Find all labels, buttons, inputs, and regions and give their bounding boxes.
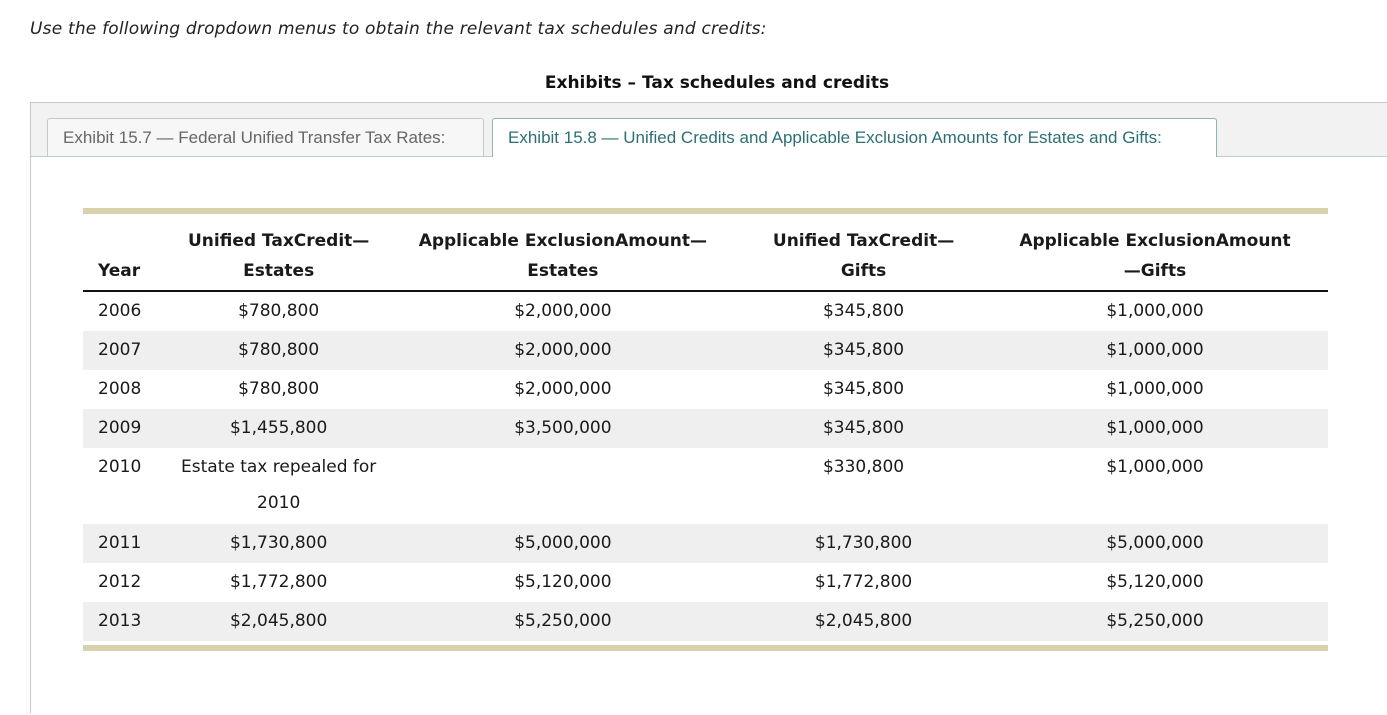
table-row xyxy=(83,409,1328,448)
cell-credit-gifts: $2,045,800 xyxy=(745,602,982,641)
cell-exclusion-estates: $2,000,000 xyxy=(381,331,746,370)
cell-year: 2010 xyxy=(98,457,142,477)
tab-exhibit-15-8[interactable]: Exhibit 15.8 — Unified Credits and Applicable Exclusion Amounts for Estates and Gifts: xyxy=(492,118,1217,157)
table-row xyxy=(83,331,1328,370)
cell-credit-gifts: $1,730,800 xyxy=(745,524,982,563)
cell-credit-gifts: $345,800 xyxy=(745,409,982,448)
cell-year: 2013 xyxy=(83,602,177,641)
table-row xyxy=(83,563,1328,602)
cell-exclusion-gifts: $1,000,000 xyxy=(982,331,1328,370)
cell-exclusion-estates: $2,000,000 xyxy=(514,379,612,399)
cell-year: 2008 xyxy=(98,379,142,399)
cell-exclusion-gifts: $1,000,000 xyxy=(1106,301,1204,321)
intro-text: Use the following dropdown menus to obtain the relevant tax schedules and credits: xyxy=(30,19,767,39)
cell-year: 2011 xyxy=(83,524,177,563)
header-credit-gifts: Unified TaxCredit— Gifts xyxy=(745,226,982,291)
table-row xyxy=(83,291,1328,331)
cell-year: 2012 xyxy=(98,572,142,592)
cell-year: 2006 xyxy=(98,301,142,321)
cell-exclusion-estates: $5,000,000 xyxy=(381,524,746,563)
cell-year: 2007 xyxy=(83,331,177,370)
unified-credits-table xyxy=(83,226,1328,641)
cell-credit-estates: $1,730,800 xyxy=(177,524,381,563)
cell-credit-estates: $780,800 xyxy=(238,301,320,321)
cell-exclusion-gifts: $1,000,000 xyxy=(1106,457,1204,477)
cell-credit-gifts: $1,772,800 xyxy=(814,572,913,592)
table-header-row xyxy=(83,226,1328,291)
cell-exclusion-gifts: $5,120,000 xyxy=(1106,572,1204,592)
header-credit-estates: Unified TaxCredit— Estates xyxy=(177,226,381,291)
cell-exclusion-gifts: $5,000,000 xyxy=(982,524,1328,563)
cell-exclusion-gifts: $1,000,000 xyxy=(1106,379,1204,399)
cell-exclusion-estates xyxy=(381,448,746,524)
cell-credit-estates: $1,455,800 xyxy=(177,409,381,448)
table-row xyxy=(83,370,1328,409)
table-row xyxy=(83,448,1328,524)
cell-credit-estates: $1,772,800 xyxy=(229,572,328,592)
cell-exclusion-estates: $3,500,000 xyxy=(381,409,746,448)
cell-credit-estates: $2,045,800 xyxy=(177,602,381,641)
table-bottom-rule xyxy=(83,645,1328,651)
cell-exclusion-estates: $5,250,000 xyxy=(381,602,746,641)
table-top-rule xyxy=(83,208,1328,214)
cell-year: 2009 xyxy=(83,409,177,448)
cell-exclusion-estates: $2,000,000 xyxy=(514,301,612,321)
cell-credit-gifts: $345,800 xyxy=(745,331,982,370)
table-row xyxy=(83,602,1328,641)
tab-exhibit-15-7[interactable]: Exhibit 15.7 — Federal Unified Transfer Tax Rates: xyxy=(47,118,484,156)
cell-exclusion-gifts: $1,000,000 xyxy=(982,409,1328,448)
cell-credit-gifts: $330,800 xyxy=(822,457,905,477)
header-year: Year xyxy=(83,226,177,291)
header-exclusion-gifts: Applicable ExclusionAmount —Gifts xyxy=(982,226,1328,291)
table-row xyxy=(83,524,1328,563)
exhibits-title: Exhibits – Tax schedules and credits xyxy=(544,73,890,93)
cell-exclusion-estates: $5,120,000 xyxy=(514,572,612,592)
header-exclusion-estates: Applicable ExclusionAmount— Estates xyxy=(381,226,746,291)
cell-exclusion-gifts: $5,250,000 xyxy=(982,602,1328,641)
cell-credit-gifts: $345,800 xyxy=(822,379,905,399)
cell-credit-estates: $780,800 xyxy=(177,331,381,370)
cell-credit-estates: Estate tax repealed for 2010 xyxy=(181,457,377,513)
cell-credit-gifts: $345,800 xyxy=(822,301,905,321)
cell-credit-estates: $780,800 xyxy=(238,379,320,399)
